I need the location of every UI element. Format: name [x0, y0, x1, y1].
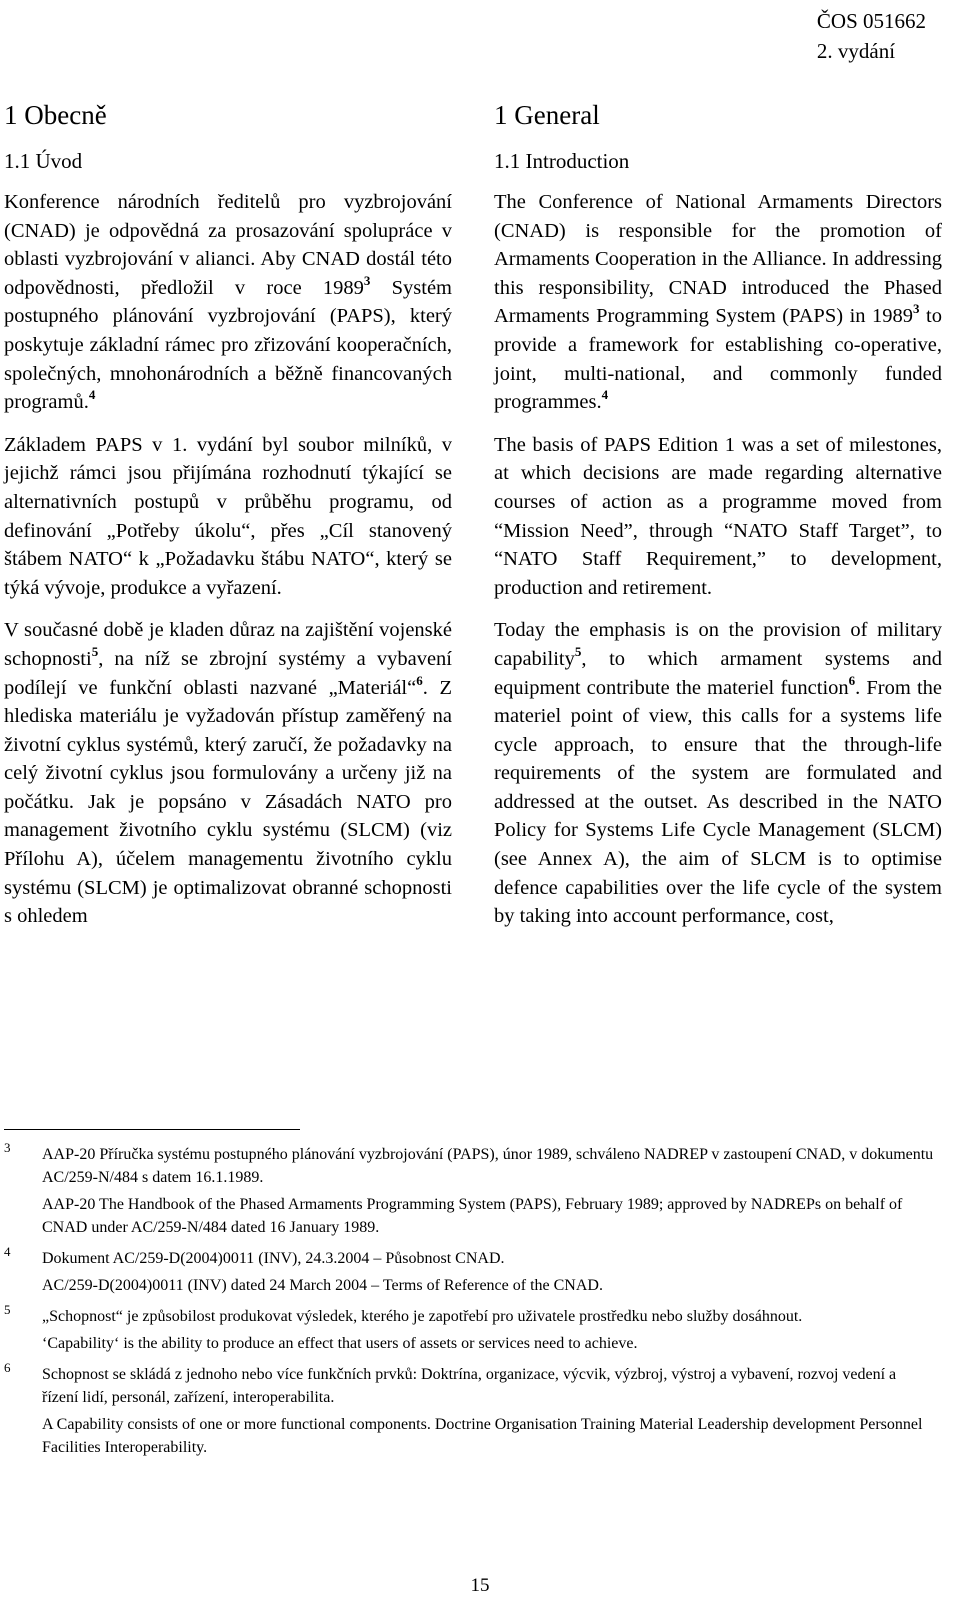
section-heading-cz: 1 Obecně	[4, 100, 107, 130]
footnote	[4, 1360, 934, 1459]
subsection-heading-en: 1.1 Introduction	[494, 149, 630, 173]
document-id: ČOS 051662	[816, 9, 926, 33]
footnote-number: 5	[4, 1302, 11, 1317]
footnote-ref: 5	[574, 643, 582, 659]
page-number: 15	[470, 1575, 490, 1596]
footnote-number: 3	[4, 1140, 11, 1155]
footnote-ref: 4	[88, 387, 96, 403]
document-header	[817, 6, 926, 66]
footnote-ref: 6	[416, 672, 423, 688]
subsection-heading-cz: 1.1 Úvod	[4, 149, 83, 173]
paragraph-3-en: Today the emphasis is on the provision of military capability$^5$, to which armament systems and equipment contribute the materiel function$^6$. From the materiel point of view, this calls for a systems life cycle approach, to ensure that the through-life requirements of the system are formulated and addressed at the outset. As described in the NATO Policy for Systems Life Cycle Management (SLCM) (see Annex A), the aim of SLCM is to optimise defence capabilities over the life cycle of the system by taking into account performance, cost,	[494, 619, 942, 928]
paragraph-2-en: The basis of PAPS Edition 1 was a set of milestones, at which decisions are made regarding alternative courses of action as a programme moved from “Mission Need”, through “NATO Staff Target”, to “NATO Staff Requirement,” to development, production and retirement.	[494, 433, 942, 599]
footnote-ref: 3	[913, 301, 920, 317]
footnote	[4, 1244, 934, 1297]
footnote-separator	[4, 1129, 300, 1130]
paragraph-2-cz: Základem PAPS v 1. vydání byl soubor milníků, v jejichž rámci jsou přijímána rozhodnutí týkající se alternativních postupů v průběhu programu, od definování „Potřeby úkolu“, přes „Cíl stanovený štábem NATO“ k „Požadavku štábu NATO“, který se týká vývoje, produkce a vyřazení.	[4, 433, 452, 599]
footnotes	[4, 1140, 934, 1467]
footnote-text-cz: AAP-20 Příručka systému postupného plánování vyzbrojování (PAPS), únor 1989, schváleno NADREP v zastoupení CNAD, v dokumentu AC/259-N/484 s datem 16.1.1989.	[42, 1146, 934, 1186]
footnote-ref: 5	[91, 643, 99, 659]
footnote-number: 6	[4, 1360, 11, 1375]
footnote-text-cz: Dokument AC/259-D(2004)0011 (INV), 24.3.2004 – Působnost CNAD.	[42, 1250, 505, 1267]
footnote-text-en: ‘Capability‘ is the ability to produce an effect that users of assets or services need to achieve.	[42, 1335, 638, 1352]
footnote-text-cz: „Schopnost“ je způsobilost produkovat výsledek, kterého je zapotřebí pro uživatele prostředku nebo služby dosáhnout.	[42, 1308, 803, 1325]
footnote	[4, 1140, 934, 1239]
footnote-text-en: AC/259-D(2004)0011 (INV) dated 24 March 2004 – Terms of Reference of the CNAD.	[42, 1277, 603, 1294]
paragraph-3-cz: V současné době je kladen důraz na zajištění vojenské schopnosti$^5$, na níž se zbrojní systémy a vybavení podílejí ve funkční oblasti nazvané „Materiál“$^6$. Z hlediska materiálu je vyžadován přístup zaměřený na životní cyklus systémů, který zaručí, že požadavky na celý životní cyklus jsou formulovány a určeny již na počátku. Jak je popsáno v Zásadách NATO pro management životního cyklu systému (SLCM) (viz Přílohu A), účelem managementu životního cyklu systému (SLCM) je optimalizovat obranné schopnosti s ohledem	[4, 619, 452, 928]
footnote-ref: 4	[601, 387, 609, 403]
edition-label: 2. vydání	[816, 39, 896, 63]
footnote-text-en: A Capability consists of one or more functional components. Doctrine Organisation Training Material Leadership development Personnel Facilities Interoperability.	[42, 1416, 923, 1456]
footnote-ref: 6	[848, 672, 856, 688]
footnote-text-cz: Schopnost se skládá z jednoho nebo více funkčních prvků: Doktrína, organizace, výcvik, výzbroj, výstroj a vybavení, rozvoj vedení a řízení lidí, personál, zařízení, interoperabilita.	[42, 1366, 897, 1406]
footnote	[4, 1302, 934, 1355]
footnote-text-en: AAP-20 The Handbook of the Phased Armaments Programming System (PAPS), February 1989; approved by NADREPs on behalf of CNAD under AC/259-N/484 dated 16 January 1989.	[42, 1196, 903, 1236]
paragraph-1-en: The Conference of National Armaments Directors (CNAD) is responsible for the promotion of Armaments Cooperation in the Alliance. In addressing this responsibility, CNAD introduced the Phased Armaments Programming System (PAPS) in 1989$^3$ to provide a framework for establishing co-operative, joint, multi-national, and commonly funded programmes.$^4$	[494, 191, 942, 414]
paragraph-1-cz: Konference národních ředitelů pro vyzbrojování (CNAD) je odpovědná za prosazování spolupráce v oblasti vyzbrojování v alianci. Aby CNAD dostál této odpovědnosti, předložil v roce 1989$^3$ Systém postupného plánování vyzbrojování (PAPS), který poskytuje základní rámec pro zřizování kooperačních, společných, mnohonárodních a běžně financovaných programů.$^4$	[4, 191, 453, 414]
english-column	[494, 98, 942, 945]
footnote-ref: 3	[363, 272, 371, 288]
footnote-number: 4	[4, 1244, 11, 1259]
section-heading-en: 1 General	[494, 100, 600, 130]
czech-column	[4, 98, 452, 945]
